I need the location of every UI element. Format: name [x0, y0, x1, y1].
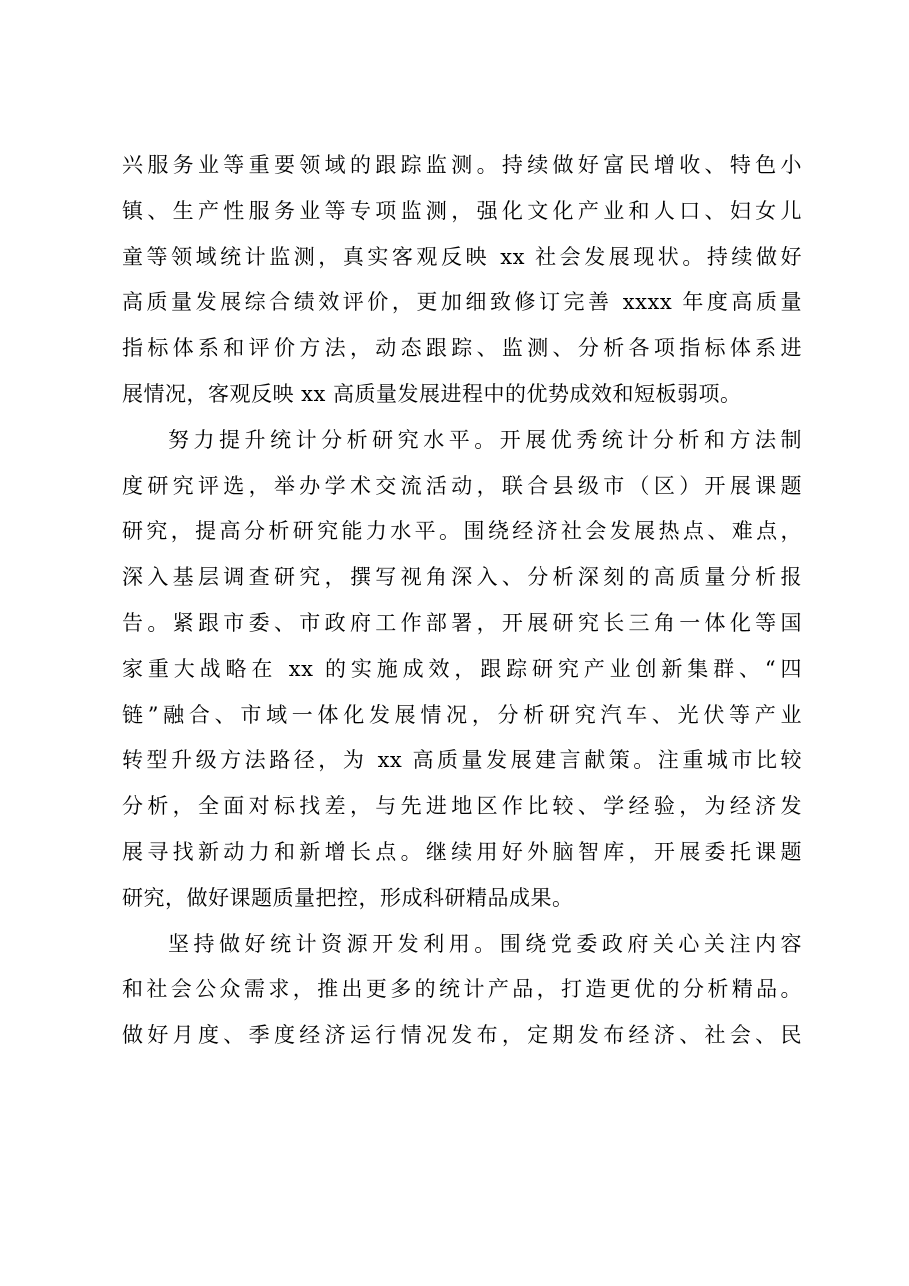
- text-line: 研究，做好课题质量把控，形成科研精品成果。: [122, 885, 574, 910]
- text-line: 兴服务业等重要领域的跟踪监测。持续做好富民增收、特色小: [122, 153, 802, 177]
- text-line: 分析，全面对标找差，与先进地区作比较、学经验，为经济发: [122, 794, 802, 819]
- text-line: 家重大战略在 xx 的实施成效，跟踪研究产业创新集群、“四: [122, 656, 802, 681]
- text-line: 告。紧跟市委、市政府工作部署，开展研究长三角一体化等国: [122, 610, 802, 635]
- text-line: 指标体系和评价方法，动态跟踪、监测、分析各项指标体系进: [122, 336, 802, 361]
- text-line: 镇、生产性服务业等专项监测，强化文化产业和人口、妇女儿: [122, 198, 802, 223]
- text-line: 链”融合、市域一体化发展情况，分析研究汽车、光伏等产业: [122, 702, 802, 727]
- text-line: 转型升级方法路径，为 xx 高质量发展建言献策。注重城市比较: [122, 748, 802, 773]
- text-line: 坚持做好统计资源开发利用。围绕党委政府关心关注内容: [168, 931, 802, 956]
- text-line: 研究，提高分析研究能力水平。围绕经济社会发展热点、难点，: [122, 519, 802, 544]
- text-line: 努力提升统计分析研究水平。开展优秀统计分析和方法制: [168, 427, 802, 452]
- text-line: 和社会公众需求，推出更多的统计产品，打造更优的分析精品。: [122, 977, 802, 1002]
- text-line: 展寻找新动力和新增长点。继续用好外脑智库，开展委托课题: [122, 839, 802, 864]
- text-line: 度研究评选，举办学术交流活动，联合县级市（区）开展课题: [122, 473, 802, 498]
- text-line: 做好月度、季度经济运行情况发布，定期发布经济、社会、民: [122, 1023, 802, 1048]
- document-body: [122, 143, 802, 1059]
- text-line: 展情况，客观反映 xx 高质量发展进程中的优势成效和短板弱项。: [122, 381, 742, 406]
- text-line: 深入基层调查研究，撰写视角深入、分析深刻的高质量分析报: [122, 565, 802, 590]
- text-line: 童等领域统计监测，真实客观反映 xx 社会发展现状。持续做好: [122, 244, 802, 269]
- text-line: 高质量发展综合绩效评价，更加细致修订完善 xxxx 年度高质量: [122, 290, 802, 315]
